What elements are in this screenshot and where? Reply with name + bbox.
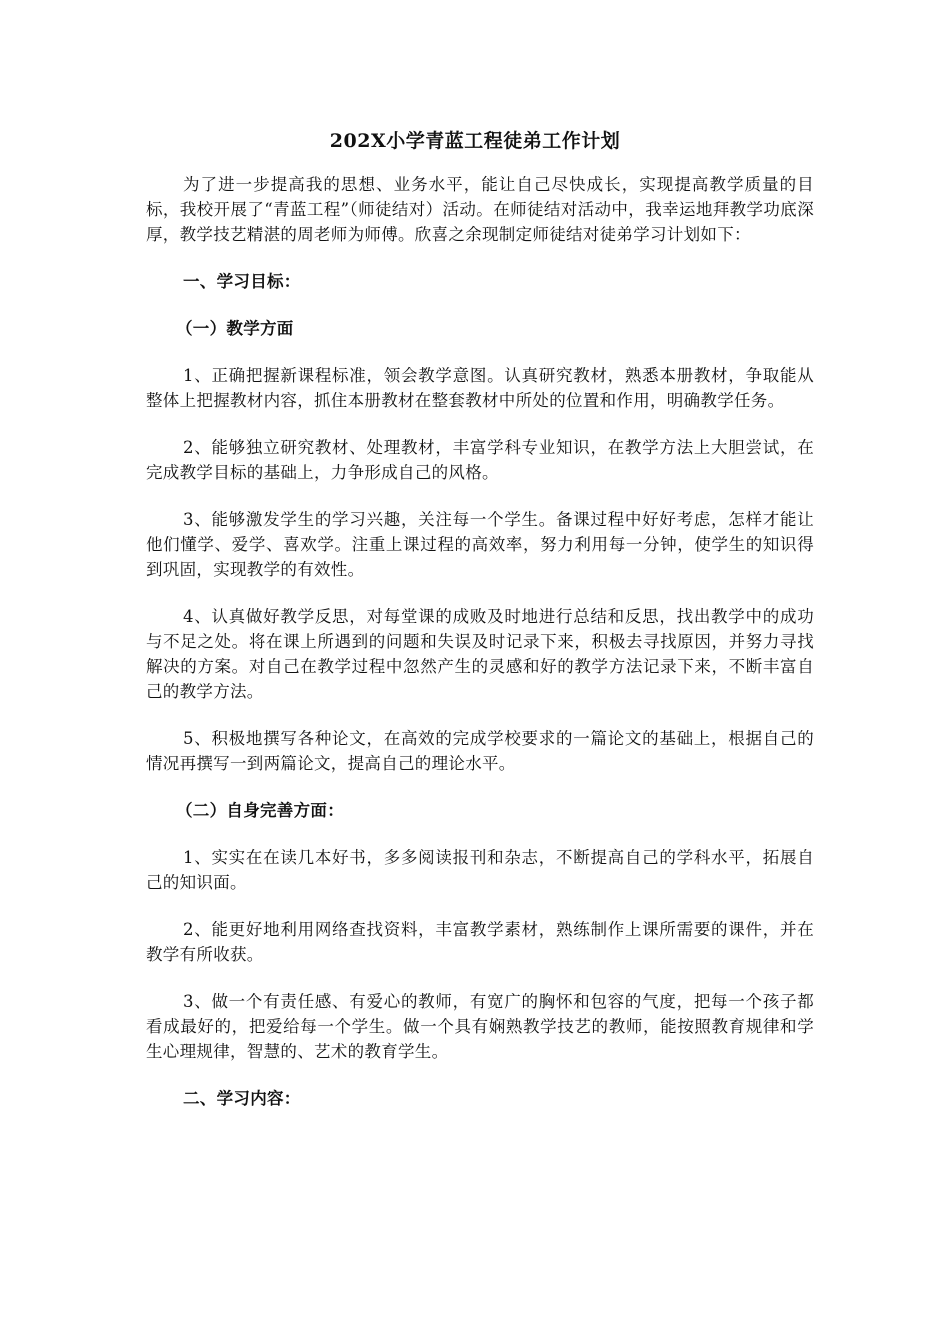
teaching-item-5: 5、积极地撰写各种论文，在高效的完成学校要求的一篇论文的基础上，根据自己的情况再撰写一到两篇论文，提高自己的理论水平。 — [146, 729, 814, 773]
self-item-2: 2、能更好地利用网络查找资料，丰富教学素材，熟练制作上课所需要的课件，并在教学有所收获。 — [146, 920, 814, 964]
teaching-item-1: 1、正确把握新课程标准，领会教学意图。认真研究教材，熟悉本册教材，争取能从整体上把握教材内容，抓住本册教材在整套教材中所处的位置和作用，明确教学任务。 — [146, 366, 814, 410]
subsection-heading-teaching: （一）教学方面 — [176, 319, 294, 338]
subsection-heading-self-improvement: （二）自身完善方面： — [176, 801, 344, 820]
self-item-1: 1、实实在在读几本好书，多多阅读报刊和杂志，不断提高自己的学科水平，拓展自己的知识面。 — [146, 848, 814, 892]
teaching-item-3: 3、能够激发学生的学习兴趣，关注每一个学生。备课过程中好好考虑，怎样才能让他们懂学、爱学、喜欢学。注重上课过程的高效率，努力利用每一分钟，使学生的知识得到巩固，实现教学的有效性。 — [146, 510, 814, 579]
section-heading-learning-content: 二、学习内容： — [183, 1089, 301, 1108]
self-item-3: 3、做一个有责任感、有爱心的教师，有宽广的胸怀和包容的气度，把每一个孩子都看成最好的，把爱给每一个学生。做一个具有娴熟教学技艺的教师，能按照教育规律和学生心理规律，智慧的、艺术的教育学生。 — [146, 992, 814, 1061]
document-title: 202X小学青蓝工程徒弟工作计划 — [329, 130, 621, 152]
teaching-item-2: 2、能够独立研究教材、处理教材，丰富学科专业知识，在教学方法上大胆尝试，在完成教学目标的基础上，力争形成自己的风格。 — [146, 438, 814, 482]
section-heading-learning-goals: 一、学习目标： — [183, 272, 301, 291]
intro-paragraph: 为了进一步提高我的思想、业务水平，能让自己尽快成长，实现提高教学质量的目标，我校开展了“青蓝工程”（师徒结对）活动。在师徒结对活动中，我幸运地拜教学功底深厚，教学技艺精湛的周老师为师傅。欣喜之余现制定师徒结对徒弟学习计划如下： — [146, 175, 814, 244]
teaching-item-4: 4、认真做好教学反思，对每堂课的成败及时地进行总结和反思，找出教学中的成功与不足之处。将在课上所遇到的问题和失误及时记录下来，积极去寻找原因，并努力寻找解决的方案。对自己在教学过程中忽然产生的灵感和好的教学方法记录下来，不断丰富自己的教学方法。 — [146, 607, 814, 701]
document-body — [146, 172, 814, 1133]
